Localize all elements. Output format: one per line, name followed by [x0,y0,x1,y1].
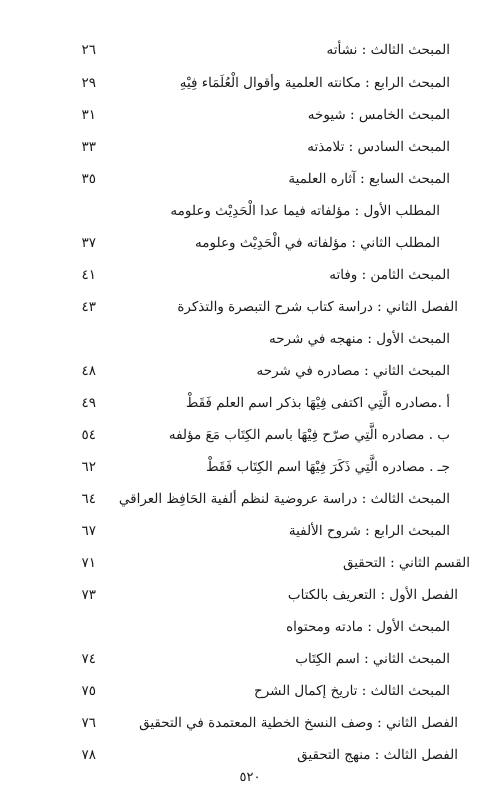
toc-entry [0,294,500,320]
toc-entry-page: ٤٨ [81,363,96,379]
toc-entry [0,262,500,288]
toc-entry-title: المبحث الرابع : مكانته العلمية وأقوال الْعُلَمَاء فِيْهِ [179,75,450,91]
toc-entry-page: ٧٥ [81,683,96,699]
toc-entry [0,646,500,672]
toc-entry [0,454,500,480]
toc-entry-page: ٧٤ [81,651,96,667]
toc-entry-title: القسم الثاني : التحقيق [342,555,470,571]
toc-entry [0,678,500,704]
toc-entry-page: ٦٧ [81,523,96,539]
toc-entry-title: الفصل الثاني : وصف النسخ الخطية المعتمدة في التحقيق [139,715,458,731]
toc-entry-title: المبحث الثامن : وفاته [329,267,450,283]
toc-entry [0,70,500,96]
toc-entry-page: ٣٣ [81,139,96,155]
toc-entry-title: المبحث السادس : تلامذته [307,139,450,155]
toc-entry [0,550,500,576]
toc-entry [0,742,500,768]
toc-entry [0,518,500,544]
toc-entry-title: المبحث السابع : آثاره العلمية [288,171,450,187]
toc-entry-title: المبحث الأول : منهجه في شرحه [268,331,450,347]
toc-entry [0,37,500,63]
toc-entry [0,422,500,448]
toc-entry [0,710,500,736]
toc-entry-title: المبحث الثاني : اسم الكِتَاب [295,651,450,667]
toc-entry [0,198,500,224]
page-number: ٥٢٠ [239,770,261,785]
toc-entry-page: ٧٨ [81,747,96,763]
toc-entry-page: ٦٢ [81,459,96,475]
toc-entry-title: الفصل الأول : التعريف بالكتاب [287,587,458,603]
toc-entry-title: الفصل الثالث : منهج التحقيق [297,747,458,763]
toc-entry-title: المبحث الثالث : تاريخ إكمال الشرح [254,683,450,699]
toc-entry-page: ٥٤ [81,427,96,443]
toc-entry-title: المبحث الخامس : شيوخه [307,107,450,123]
toc-entry-page: ٢٦ [81,42,96,58]
toc-entry [0,358,500,384]
toc-entry-page: ٧١ [81,555,96,571]
toc-entry [0,230,500,256]
toc-entry-title: الفصل الثاني : دراسة كتاب شرح التبصرة والتذكرة [177,299,458,315]
toc-entry [0,326,500,352]
toc-entry [0,486,500,512]
toc-entry-page: ٢٩ [81,75,96,91]
toc-entry [0,134,500,160]
toc-entry-title: المطلب الثاني : مؤلفاته في الْحَدِيْث وعلومه [195,235,440,251]
toc-entry-title: المبحث الأول : مادته ومحتواه [286,619,450,635]
toc-entry-page: ٧٦ [81,715,96,731]
toc-entry [0,102,500,128]
toc-entry-page: ٣٥ [81,171,96,187]
toc-entry [0,582,500,608]
toc-entry-page: ٣٧ [81,235,96,251]
toc-entry-page: ٤٩ [81,395,96,411]
toc-entry [0,614,500,640]
toc-entry-page: ٣١ [81,107,96,123]
toc-entry-title: المبحث الثاني : مصادره في شرحه [256,363,450,379]
toc-entry-title: المطلب الأول : مؤلفاته فيما عدا الْحَدِيْث وعلومه [170,203,440,219]
toc-entry-title: أ .مصادره الَّتِي اكتفى فِيْهَا بذكر اسم العلم فَقَطْ [185,395,450,411]
toc-entry-page: ٦٤ [81,491,96,507]
toc-entry [0,390,500,416]
toc-entry-title: جـ . مصادره الَّتِي ذَكَرَ فِيْهَا اسم الكِتَاب فَقَطْ [206,459,450,475]
toc-entry-title: المبحث الرابع : شروح الألفية [288,523,450,539]
toc-entry-page: ٤٣ [81,299,96,315]
toc-entry-title: المبحث الثالث : نشأته [326,42,450,58]
toc-entry-page: ٤١ [81,267,96,283]
toc-entry-title: المبحث الثالث : دراسة عروضية لنظم ألفية الحَافِظ العراقي [118,491,450,507]
toc-entry-title: ب . مصادره الَّتِي صرّح فِيْهَا باسم الكِتَاب مَعَ مؤلفه [168,427,450,443]
toc-entry-page: ٧٣ [81,587,96,603]
toc-entry [0,166,500,192]
